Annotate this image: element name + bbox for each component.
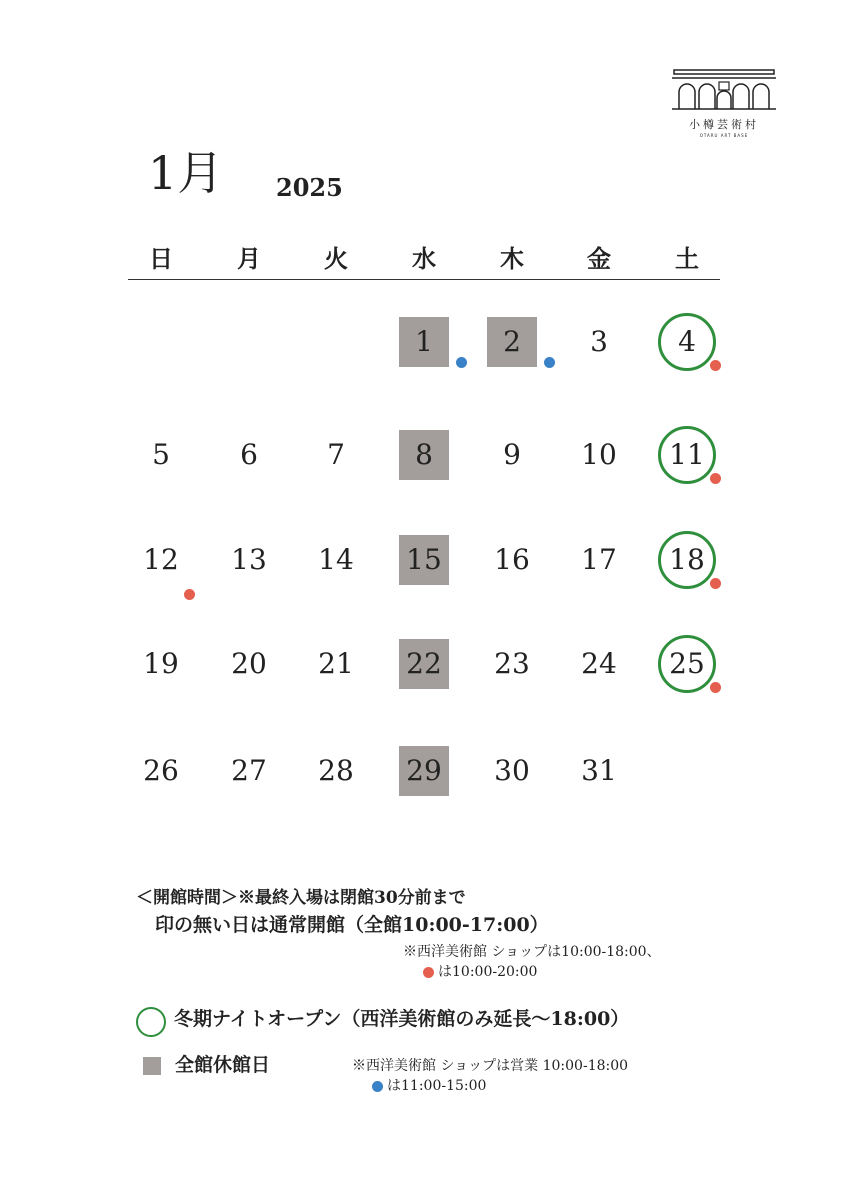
blue-dot-icon bbox=[372, 1081, 383, 1092]
calendar-day: 8 bbox=[415, 438, 433, 471]
closed-legend-icon bbox=[143, 1057, 161, 1075]
calendar-day: 3 bbox=[590, 325, 608, 358]
calendar-day: 13 bbox=[231, 543, 267, 576]
blue-dot-note bbox=[372, 1078, 486, 1095]
blue-dot-hours: は11:00-15:00 bbox=[387, 1078, 487, 1094]
calendar-day: 15 bbox=[406, 543, 442, 576]
calendar-day: 26 bbox=[143, 754, 179, 787]
building-icon bbox=[671, 68, 777, 112]
normal-hours-note: 印の無い日は通常開館（全館10:00-17:00） bbox=[155, 914, 549, 936]
extended-hours-dot bbox=[710, 682, 721, 693]
calendar-day: 12 bbox=[143, 543, 179, 576]
extended-hours-dot bbox=[184, 589, 195, 600]
calendar-day: 14 bbox=[318, 543, 354, 576]
calendar-day: 24 bbox=[581, 647, 617, 680]
weekday-sat: 土 bbox=[675, 244, 699, 273]
calendar-day: 17 bbox=[581, 543, 617, 576]
calendar-day: 21 bbox=[318, 647, 354, 680]
calendar-day: 2 bbox=[503, 325, 521, 358]
calendar-day: 20 bbox=[231, 647, 267, 680]
calendar-day: 10 bbox=[581, 438, 617, 471]
calendar-day: 1 bbox=[415, 325, 433, 358]
calendar-day: 30 bbox=[494, 754, 530, 787]
red-dot-hours: は10:00-20:00 bbox=[438, 964, 538, 980]
calendar-day: 7 bbox=[327, 438, 345, 471]
weekday-thu: 木 bbox=[500, 244, 524, 273]
calendar-day: 6 bbox=[240, 438, 258, 471]
night-open-note: 冬期ナイトオープン（西洋美術館のみ延長～18:00） bbox=[174, 1008, 630, 1030]
calendar-day: 11 bbox=[669, 438, 705, 471]
calendar-day: 31 bbox=[581, 754, 617, 787]
shop-hours-dot bbox=[456, 357, 467, 368]
month-title: 1月 bbox=[148, 146, 224, 200]
red-dot-icon bbox=[423, 967, 434, 978]
shop-hours-dot bbox=[544, 357, 555, 368]
calendar-day: 18 bbox=[669, 543, 705, 576]
logo-subtitle: OTARU ART BASE bbox=[699, 133, 749, 138]
closed-label: 全館休館日 bbox=[175, 1054, 271, 1076]
weekday-sun: 日 bbox=[149, 244, 173, 273]
weekday-fri: 金 bbox=[587, 244, 611, 273]
calendar-day: 16 bbox=[494, 543, 530, 576]
red-dot-note bbox=[423, 964, 537, 981]
night-open-legend-icon bbox=[136, 1007, 166, 1037]
weekday-wed: 水 bbox=[412, 244, 436, 273]
western-shop-note: ※西洋美術館 ショップは10:00-18:00、 bbox=[403, 944, 661, 960]
year-label: 2025 bbox=[276, 173, 343, 202]
extended-hours-dot bbox=[710, 578, 721, 589]
weekday-tue: 火 bbox=[324, 244, 348, 273]
calendar-day: 27 bbox=[231, 754, 267, 787]
calendar-day: 4 bbox=[678, 325, 696, 358]
calendar-day: 23 bbox=[494, 647, 530, 680]
closed-shop-note: ※西洋美術館 ショップは営業 10:00-18:00 bbox=[352, 1058, 629, 1074]
calendar-day: 25 bbox=[669, 647, 705, 680]
weekday-divider bbox=[128, 279, 720, 280]
hours-heading: ＜開館時間＞※最終入場は閉館30分前まで bbox=[136, 888, 466, 908]
calendar-day: 29 bbox=[406, 754, 442, 787]
extended-hours-dot bbox=[710, 360, 721, 371]
calendar-day: 28 bbox=[318, 754, 354, 787]
calendar-day: 5 bbox=[152, 438, 170, 471]
calendar-day: 22 bbox=[406, 647, 442, 680]
extended-hours-dot bbox=[710, 473, 721, 484]
calendar-day: 9 bbox=[503, 438, 521, 471]
logo-name: 小樽芸術村 bbox=[689, 118, 759, 131]
logo bbox=[668, 68, 780, 138]
calendar-day: 19 bbox=[143, 647, 179, 680]
weekday-mon: 月 bbox=[237, 244, 261, 273]
